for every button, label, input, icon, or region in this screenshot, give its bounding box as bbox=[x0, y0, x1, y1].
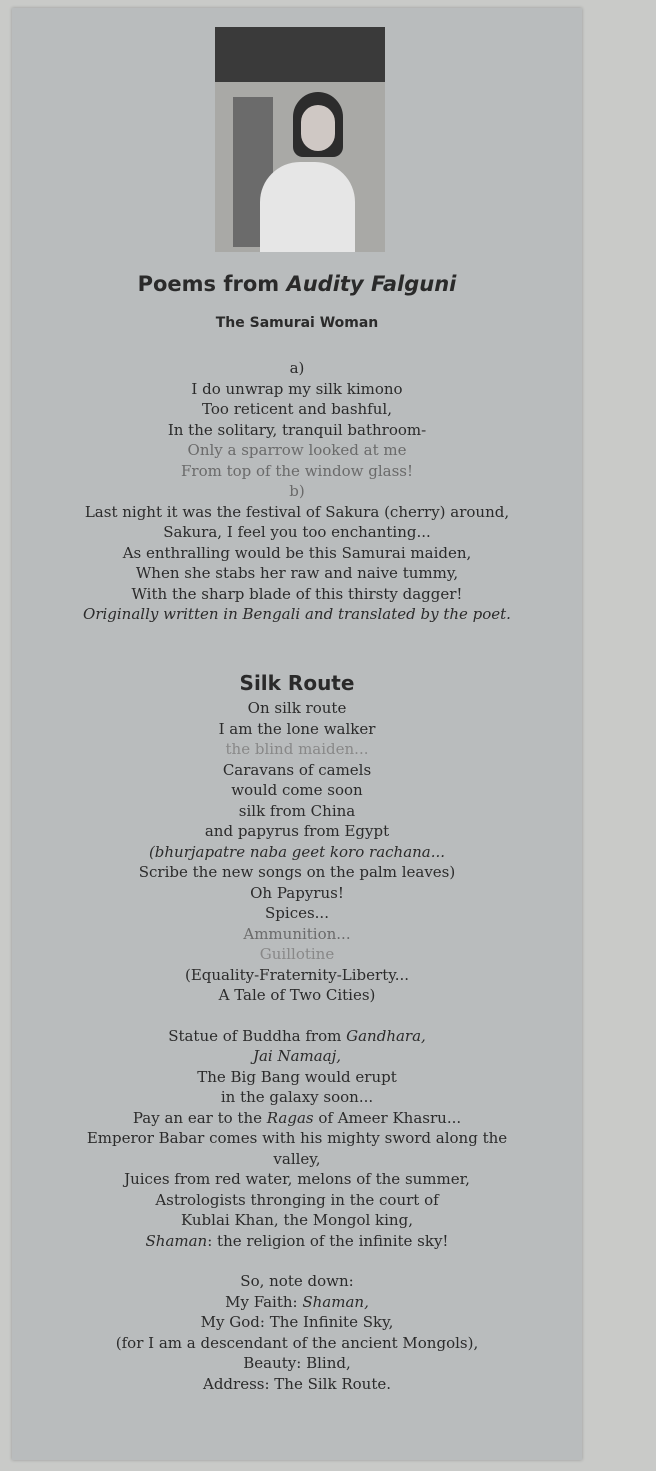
poem-line: Sakura, I feel you too enchanting... bbox=[163, 523, 431, 541]
poem-line: Only a sparrow looked at me bbox=[187, 441, 407, 459]
poem-line: Caravans of camels bbox=[222, 760, 372, 779]
poem-line: in the galaxy soon... bbox=[220, 1088, 374, 1106]
page-title: Poems from Audity Falguni bbox=[137, 272, 457, 296]
poem-line: Kublai Khan, the Mongol king, bbox=[181, 1211, 413, 1229]
poem-line: (for I am a descendant of the ancient Mongols), bbox=[115, 1333, 479, 1352]
poem-line: The Big Bang would erupt bbox=[197, 1067, 397, 1086]
poem-line: A Tale of Two Cities) bbox=[218, 986, 376, 1004]
translation-note: Originally written in Bengali and translated by the poet. bbox=[83, 605, 511, 623]
poem-line: (bhurjapatre naba geet koro rachana... bbox=[148, 842, 446, 861]
poem-line: As enthralling would be this Samurai maiden, bbox=[122, 543, 472, 562]
poem-line: Astrologists thronging in the court of bbox=[155, 1190, 439, 1209]
stanza-label-b: b) bbox=[289, 482, 305, 500]
poem-line: So, note down: bbox=[240, 1272, 354, 1290]
poem-line: Statue of Buddha from Gandhara, bbox=[168, 1026, 426, 1045]
poem-line: My God: The Infinite Sky, bbox=[200, 1313, 394, 1331]
poem-line: Jai Namaaj, bbox=[252, 1047, 342, 1065]
poem-line: When she stabs her raw and naive tummy, bbox=[135, 564, 459, 582]
poem-line: Shaman: the religion of the infinite sky! bbox=[145, 1231, 449, 1250]
poem-line: Scribe the new songs on the palm leaves) bbox=[138, 863, 456, 881]
poem-line: My Faith: Shaman, bbox=[225, 1292, 369, 1311]
poem-line: Too reticent and bashful, bbox=[202, 400, 392, 418]
poet-photo bbox=[215, 27, 385, 252]
poem-line: Spices... bbox=[265, 904, 329, 922]
poem1-title: The Samurai Woman bbox=[215, 315, 379, 331]
poem2-title: Silk Route bbox=[239, 671, 355, 695]
poem-line: With the sharp blade of this thirsty dagger! bbox=[131, 584, 463, 603]
poem-line: Address: The Silk Route. bbox=[203, 1374, 391, 1393]
poem2-body bbox=[12, 668, 582, 1394]
poem-line: Pay an ear to the Ragas of Ameer Khasru... bbox=[132, 1108, 462, 1127]
poem-line: From top of the window glass! bbox=[180, 461, 414, 480]
poem-line: Beauty: Blind, bbox=[243, 1354, 351, 1372]
poem-line: would come soon bbox=[231, 781, 363, 799]
poem-line: I do unwrap my silk kimono bbox=[191, 379, 403, 398]
poem-line: Guillotine bbox=[259, 945, 335, 963]
poem-line: Emperor Babar comes with his mighty sword along the bbox=[86, 1129, 508, 1147]
poem-line: silk from China bbox=[238, 801, 356, 820]
poem-line: the blind maiden... bbox=[225, 740, 369, 758]
poem-line: Oh Papyrus! bbox=[250, 883, 344, 902]
stanza-label-a: a) bbox=[289, 359, 305, 377]
poem-line: and papyrus from Egypt bbox=[204, 822, 390, 840]
poem-line: Last night it was the festival of Sakura (cherry) around, bbox=[84, 502, 510, 521]
poem-line: In the solitary, tranquil bathroom- bbox=[167, 420, 427, 439]
poem-line: Juices from red water, melons of the summer, bbox=[124, 1170, 470, 1188]
poem1-body bbox=[12, 358, 582, 625]
poem-line: valley, bbox=[273, 1149, 321, 1168]
poem-line: On silk route bbox=[247, 699, 347, 717]
poem-line: I am the lone walker bbox=[218, 719, 376, 738]
poem-line: Ammunition... bbox=[243, 924, 351, 943]
poem-line: (Equality-Fraternity-Liberty... bbox=[184, 965, 410, 984]
